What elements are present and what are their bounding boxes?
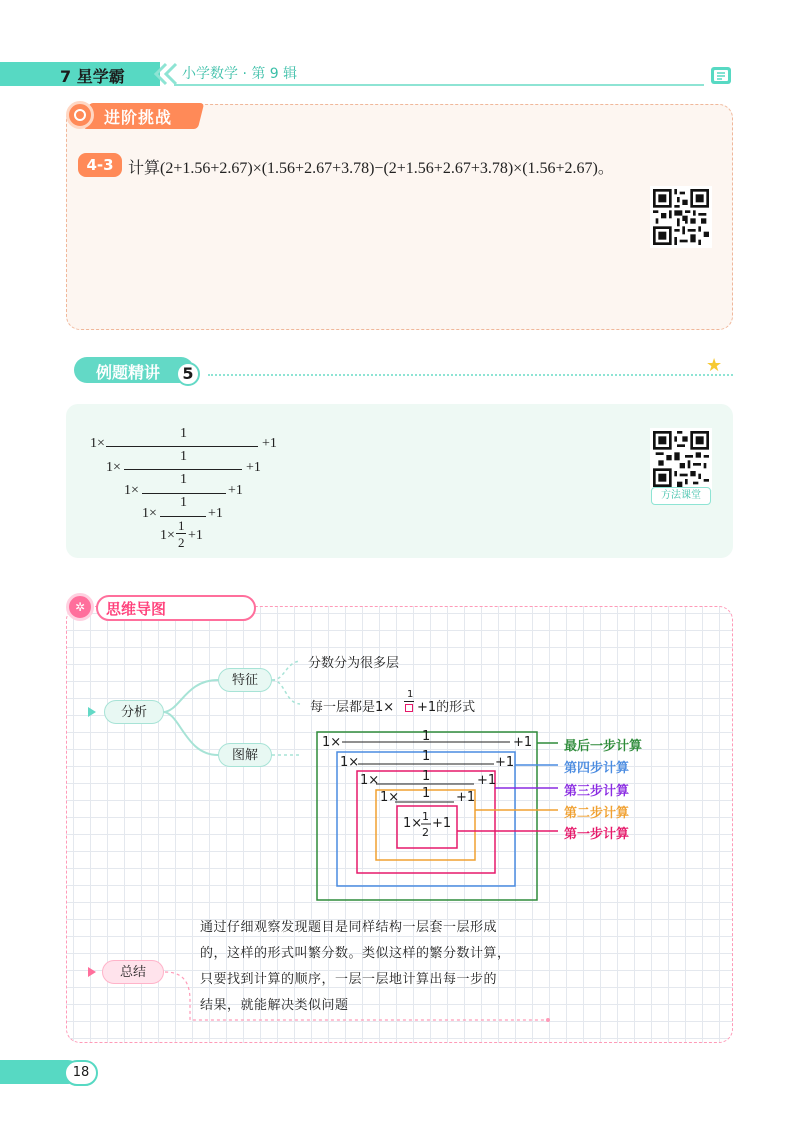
branch-node-features[interactable]: 特征: [218, 668, 272, 692]
leaf-text-3: +1的形式: [417, 700, 476, 715]
diag-num-4: 1: [422, 786, 431, 801]
diag-half-num: 1: [422, 810, 429, 823]
blank-box-icon: [405, 704, 413, 712]
method-class-label[interactable]: 方法课堂: [651, 487, 711, 505]
diag-prefix-2: 1×: [340, 755, 360, 770]
example-tab-label: 例题精讲: [96, 363, 161, 382]
frac-num-2: 1: [180, 449, 187, 464]
diag-suffix-4: +1: [456, 790, 476, 805]
diag-num-2: 1: [422, 749, 431, 764]
qr-code-icon-method[interactable]: [650, 428, 712, 490]
frac-prefix-3: 1×: [124, 483, 139, 498]
mindmap-tab: [66, 593, 216, 623]
diag-num-1: 1: [422, 729, 431, 744]
leaf-text-2: 每一层都是1×: [310, 700, 395, 715]
frac-prefix-5: 1×: [160, 528, 175, 543]
summary-line-4: 结果，就能解决类似问题: [200, 998, 349, 1013]
frac-suffix-3: +1: [228, 483, 243, 498]
diag-half-den: 2: [422, 826, 429, 839]
challenge-tab: [66, 100, 206, 130]
summary-line-1: 通过仔细观察发现题目是同样结构一层套一层形成: [200, 920, 498, 935]
frac-half-bar: [176, 533, 186, 534]
leaf-frac-bar: [404, 701, 414, 702]
lightbulb-icon: [66, 101, 94, 129]
diag-num-3: 1: [422, 769, 431, 784]
frac-prefix-4: 1×: [142, 506, 157, 521]
root-arrow-icon: [88, 707, 96, 717]
mindmap-tab-label: 思维导图: [106, 600, 167, 618]
summary-line-2: 的，这样的形式叫繁分数。类似这样的繁分数计算，: [200, 946, 511, 961]
step-label-second: 第二步计算: [564, 806, 630, 821]
summary-text: [200, 915, 560, 1019]
summary-arrow-icon: [88, 967, 96, 977]
diag-suffix-5: +1: [432, 816, 452, 831]
frac-suffix-1: +1: [262, 436, 277, 451]
diag-suffix-3: +1: [477, 773, 497, 788]
step-label-fourth: 第四步计算: [564, 761, 630, 776]
dotted-divider: [208, 374, 733, 376]
frac-bar-3: [142, 493, 226, 494]
frac-bar-2: [124, 469, 242, 470]
leaf-frac-num: 1: [407, 689, 414, 700]
book-icon: [710, 64, 732, 86]
challenge-tab-label: 进阶挑战: [104, 108, 173, 127]
book-subtitle: 小学数学 · 第 9 辑: [174, 64, 704, 86]
leaf-text-1: 分数分为很多层: [308, 656, 400, 671]
step-label-first: 第一步计算: [564, 827, 630, 842]
branch-node-diagram[interactable]: 图解: [218, 743, 272, 767]
brand-title: 7 星学霸: [60, 67, 125, 86]
diag-prefix-5: 1×: [403, 816, 423, 831]
frac-suffix-4: +1: [208, 506, 223, 521]
frac-bar-1: [106, 446, 258, 447]
frac-prefix-2: 1×: [106, 460, 121, 475]
frac-num-1: 1: [180, 426, 187, 441]
diag-prefix-3: 1×: [360, 773, 380, 788]
challenge-panel: [66, 104, 733, 330]
frac-prefix-1: 1×: [90, 436, 105, 451]
root-node-analysis[interactable]: 分析: [104, 700, 164, 724]
qr-code-icon[interactable]: [650, 186, 712, 248]
summary-line-3: 只要找到计算的顺序，一层一层地计算出每一步的: [200, 972, 498, 987]
gear-icon: ✲: [66, 593, 94, 621]
problem-number-badge: 4-3: [78, 153, 122, 177]
frac-num-3: 1: [180, 472, 187, 487]
diag-suffix-2: +1: [495, 755, 515, 770]
page-number: 18: [64, 1060, 98, 1086]
diag-suffix-1: +1: [513, 735, 533, 750]
frac-bar-4: [160, 516, 206, 517]
frac-num-4: 1: [180, 495, 187, 510]
step-label-third: 第三步计算: [564, 784, 630, 799]
problem-text: 计算(2+1.56+2.67)×(1.56+2.67+3.78)−(2+1.56+2.67+3.78)×(1.56+2.67)。: [128, 160, 614, 177]
frac-half-num: 1: [178, 518, 185, 533]
star-icon: ★: [706, 355, 723, 376]
frac-suffix-5: +1: [188, 528, 203, 543]
diag-prefix-1: 1×: [322, 735, 342, 750]
frac-half-den: 2: [178, 535, 185, 550]
step-label-last: 最后一步计算: [564, 739, 643, 754]
frac-suffix-2: +1: [246, 460, 261, 475]
summary-node[interactable]: 总结: [102, 960, 164, 984]
example-number-badge: 5: [176, 362, 200, 386]
diag-prefix-4: 1×: [380, 790, 400, 805]
